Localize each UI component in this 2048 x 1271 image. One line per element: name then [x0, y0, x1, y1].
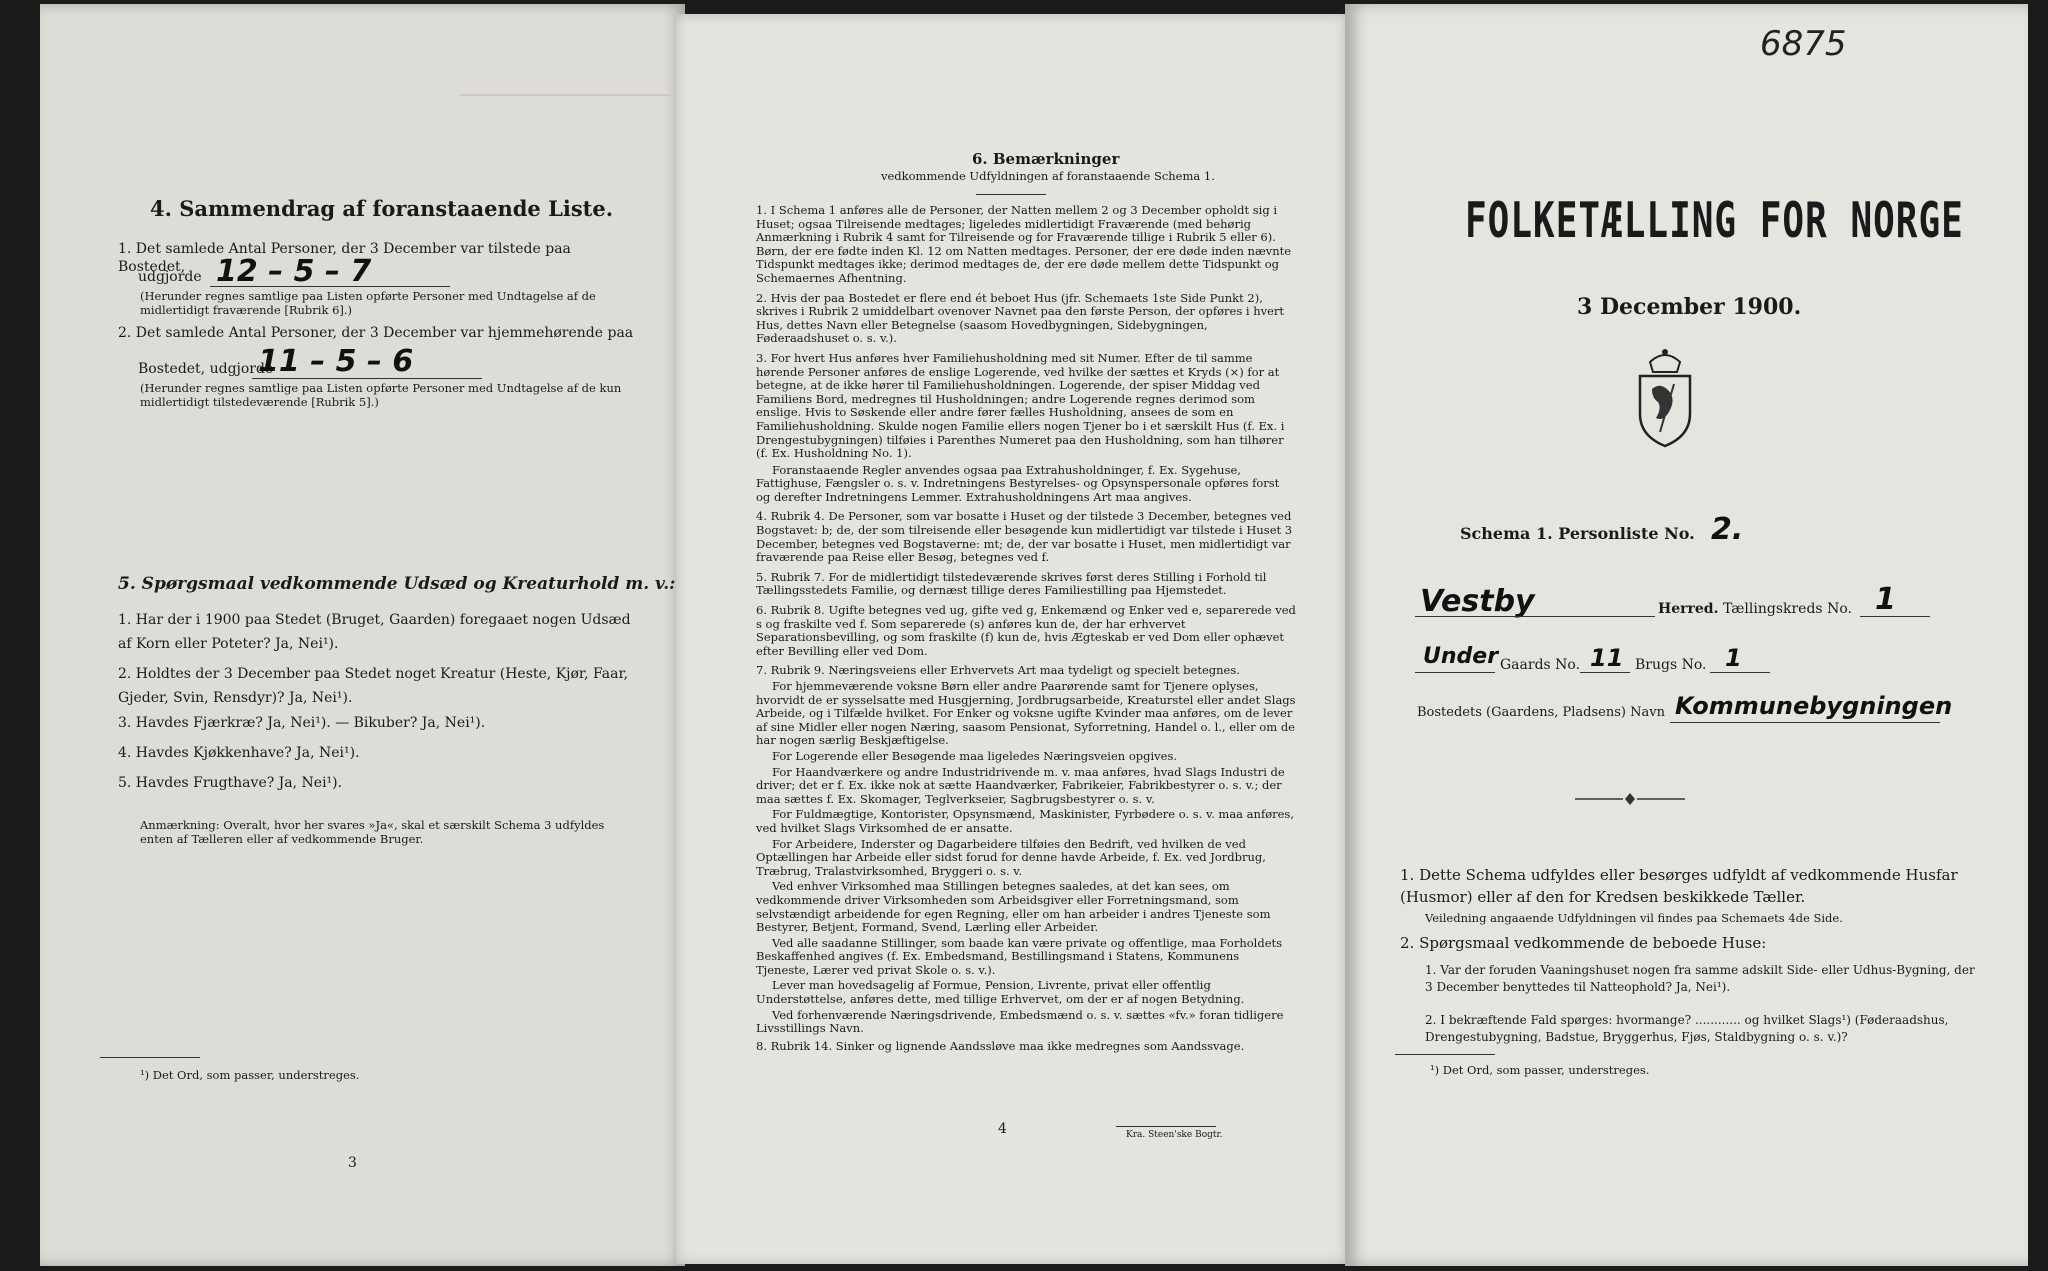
- remark-item: 3. For hvert Hus anføres hver Familiehusholdning med sit Numer. Efter de til samme hørende Personer anføres de enslige Logerende, ved hvilke der sættes et Kryds (×) for at betegne, at de ikke hører til Familiehusholdningen. Logerende, der spiser Middag ved Familiens Bord, medregnes til Husholdningen; andre Logerende regnes derimod som enslige. Hvis to Søskende eller andre fører fælles Husholdning, ansees de som en Familiehusholdning. Skulde nogen Familie ellers nogen Tjener bo i et særskilt Hus (f. Ex. i Drengestubygningen) tilføies i Parenthes Numeret paa den Husholdning, som han tilhører (f. Ex. Husholdning No. 1).: [756, 350, 1285, 461]
- remark-item: 8. Rubrik 14. Sinker og lignende Aandssløve maa ikke medregnes som Aandssvage.: [756, 1038, 1245, 1053]
- q2-handwritten: 11 – 5 – 6: [258, 344, 414, 379]
- instruction-1: 1. Dette Schema udfyldes eller besørges udfyldt af vedkommende Husfar (Husmor) eller af den for Kredsen beskikkede Tæller.: [1400, 866, 1958, 906]
- herred-value: Vestby: [1420, 584, 1535, 619]
- remark: Anmærkning: Overalt, hvor her svares »Ja«, skal et særskilt Schema 3 udfyldes enten af Tælleren eller af vedkommende Bruger.: [140, 818, 605, 846]
- brugs-value: 1: [1725, 644, 1742, 672]
- footnote: ¹) Det Ord, som passer, understreges.: [140, 1068, 360, 1082]
- remark-item: 5. Rubrik 7. For de midlertidigt tilstedeværende skrives først deres Stilling i Forhold til Tællingsstedets Familie, og dernæst tillige deres Familiestilling paa Hjemstedet.: [756, 569, 1267, 598]
- instruction-2-q1: 1. Var der foruden Vaaningshuset nogen fra samme adskilt Side- eller Udhus-Bygning, der 3 December benyttedes til Natteophold? Ja, Nei¹).: [1425, 963, 1975, 994]
- archive-number: 6875: [1760, 24, 1847, 64]
- remarks-subtitle: vedkommende Udfyldningen af foranstaaende Schema 1.: [881, 169, 1215, 183]
- gaards-value: 11: [1590, 644, 1624, 672]
- instruction-2: 2. Spørgsmaal vedkommende de beboede Huse:: [1400, 934, 1767, 952]
- middle-page: [676, 14, 1346, 1264]
- remark-item: For Logerende eller Besøgende maa ligeledes Næringsveien opgives.: [772, 748, 1178, 763]
- kreds-label: Tællingskreds No.: [1723, 601, 1852, 617]
- remarks-list: [756, 204, 1296, 1055]
- bosted-value: Kommunebygningen: [1675, 692, 1953, 720]
- printer-name: Kra. Steen'ske Bogtr.: [1126, 1130, 1223, 1140]
- remark-item: For Haandværkere og andre Industridrivende m. v. maa anføres, hvad Slags Industri de driver; det er f. Ex. ikke nok at sætte Haandværker, Fabrikeier, Fabrikbestyrer o. s. v.; der maa sættes f. Ex. Skomager, Teglverkseier, Sagbrugsbestyrer o. s. v.: [756, 764, 1285, 806]
- left-page: [40, 4, 685, 1266]
- bosted-label: Bostedets (Gaardens, Pladsens) Navn: [1417, 705, 1665, 720]
- q1-text: 1. Det samlede Antal Personer, der 3 December var tilstede paa Bostedet,: [118, 241, 571, 275]
- gaards-label: Gaards No.: [1500, 657, 1581, 673]
- remark-item: Ved forhenværende Næringsdrivende, Embedsmænd o. s. v. sættes «fv.» foran tidligere Livsstillings Navn.: [756, 1007, 1284, 1036]
- remark-item: Ved enhver Virksomhed maa Stillingen betegnes saaledes, at det kan sees, om vedkommende driver Virksomheden som Arbeidsgiver eller Forretningsmand, som selvstændigt arbeidende for egen Regning, eller om han arbeider i andres Tjeneste som Bestyrer, Betjent, Formand, Svend, Lærling eller Arbeider.: [756, 879, 1271, 935]
- right-page: [1345, 4, 2028, 1266]
- remark-item: For Arbeidere, Inderster og Dagarbeidere tilføies den Bedrift, ved hvilken de ved Optællingen har Arbeide eller sidst forud for denne havde Arbeide, f. Ex. ved Jordbrug, Træbrug, Tralastvirksomhed, Bryggeri o. s. v.: [756, 836, 1266, 878]
- remark-item: For hjemmeværende voksne Børn eller andre Paarørende samt for Tjenere oplyses, hvorvidt de er sysselsatte med Husgjerning, Jordbrugsarbeide, Kreaturstel eller andet Slags Arbeide, og i Tilfælde hvilket. For Enker og voksne ugifte Kvinder maa anføres, om de lever af sine Midler eller nogen Næring, saasom Pensionat, Syforretning, Handel o. l., eller om de har nogen særlig Beskjæftigelse.: [756, 679, 1296, 748]
- s5-q3: 3. Havdes Fjærkræ? Ja, Nei¹). — Bikuber? Ja, Nei¹).: [118, 715, 486, 731]
- s5-q2: 2. Holdtes der 3 December paa Stedet noget Kreatur (Heste, Kjør, Faar, Gjeder, Svin, Rensdyr)? Ja, Nei¹).: [118, 666, 629, 706]
- remark-item: 7. Rubrik 9. Næringsveiens eller Erhvervets Art maa tydeligt og specielt betegnes.: [756, 663, 1240, 678]
- q2-note: (Herunder regnes samtlige paa Listen opførte Personer med Undtagelse af de kun midlertidigt tilstedeværende [Rubrik 5].): [140, 381, 622, 409]
- ornament-divider: [1575, 790, 1685, 802]
- bleed-through-line: [460, 94, 685, 96]
- remarks-title: 6. Bemærkninger: [972, 150, 1120, 168]
- remark-item: Foranstaaende Regler anvendes ogsaa paa Extrahusholdninger, f. Ex. Sygehuse, Fattighuse, Fængsler o. s. v. Indretningens Bestyrelses- og Opsynspersonale opføres forst og derefter Indretningens Lemmer. Extrahusholdningens Art maa angives.: [756, 462, 1280, 504]
- kreds-value: 1: [1875, 582, 1896, 617]
- remark-item: 6. Rubrik 8. Ugifte betegnes ved ug, gifte ved g, Enkemænd og Enker ved e, separerede ved s og fraskilte ved f. Som separerede (s) anføres kun de, der har erhvervet Separationsbevilling, og som fraskilte (f) kun de, hvis Ægteskab er ved Dom eller ophævet efter Bevilling eller ved Dom.: [756, 603, 1296, 658]
- s5-q5: 5. Havdes Frugthave? Ja, Nei¹).: [118, 775, 343, 791]
- s5-q4: 4. Havdes Kjøkkenhave? Ja, Nei¹).: [118, 745, 360, 761]
- section4-title: 4. Sammendrag af foranstaaende Liste.: [150, 196, 614, 221]
- main-title: FOLKETÆLLING FOR NORGE: [1465, 194, 1964, 250]
- under-value: Under: [1423, 644, 1499, 669]
- q1-note: (Herunder regnes samtlige paa Listen opførte Personer med Undtagelse af de midlertidigt fraværende [Rubrik 6].): [140, 289, 596, 317]
- section5-title: 5. Spørgsmaal vedkommende Udsæd og Kreaturhold m. v.:: [118, 574, 676, 594]
- q2-text: 2. Det samlede Antal Personer, der 3 December var hjemmehørende paa: [118, 325, 634, 341]
- s5-q1: 1. Har der i 1900 paa Stedet (Bruget, Gaarden) foregaaet nogen Udsæd af Korn eller Poteter? Ja, Nei¹).: [118, 612, 631, 652]
- page-number: 4: [998, 1121, 1007, 1137]
- q1-label: udgjorde: [138, 269, 202, 285]
- page-number: 3: [348, 1155, 357, 1171]
- footnote: ¹) Det Ord, som passer, understreges.: [1430, 1063, 1650, 1077]
- remark-item: Lever man hovedsagelig af Formue, Pension, Livrente, privat eller offentlig Understøttelse, anføres dette, med tillige Erhvervet, om der er af nogen Betydning.: [756, 978, 1245, 1007]
- brugs-label: Brugs No.: [1635, 657, 1707, 673]
- remark-item: 1. I Schema 1 anføres alle de Personer, der Natten mellem 2 og 3 December opholdt sig i Huset; ogsaa Tilreisende medtages; ligeledes midlertidigt Fraværende (med behørig Anmærkning i Rubrik 4 samt for Tilreisende og for Fraværende tillige i Rubrik 5 eller 6). Børn, der ere fødte inden Kl. 12 om Natten medtages. Personer, der ere døde inden nævnte Tidspunkt medtages ikke; derimod medtages de, der ere døde mellem dette Tidspunkt og Schemaernes Afhentning.: [756, 203, 1292, 285]
- herred-label: Herred.: [1658, 601, 1719, 617]
- remark-item: Ved alle saadanne Stillinger, som baade kan være private og offentlige, maa Forholdets Beskaffenhed angives (f. Ex. Embedsmand, Bestillingsmand i Statens, Kommunens Tjeneste, Lærer ved privat Skole o. s. v.).: [756, 935, 1283, 977]
- remark-item: 4. Rubrik 4. De Personer, som var bosatte i Huset og der tilstede 3 December, betegnes ved Bogstavet: b; de, der som tilreisende eller besøgende kun midlertidigt var tilstede i Huset 3 December, betegnes ved Bogstaverne: mt; de, der var bosatte i Huset, men midlertidigt var fraværende paa Reise eller Besøg, betegnes ved f.: [756, 509, 1293, 565]
- census-date: 3 December 1900.: [1577, 294, 1802, 320]
- remark-item: For Fuldmægtige, Kontorister, Opsynsmænd, Maskinister, Fyrbødere o. s. v. maa anføres, ved hvilket Slags Virksomhed de er ansatte.: [756, 807, 1294, 835]
- instruction-2-q2: 2. I bekræftende Fald spørges: hvormange? ............ og hvilket Slags¹) (Føderaadshus, Drengestubygning, Badstue, Bryggerhus, Fjøs, Staldbygning o. s. v.)?: [1425, 1013, 1949, 1044]
- remark-item: 2. Hvis der paa Bostedet er flere end ét beboet Hus (jfr. Schemaets 1ste Side Punkt 2), skrives i Rubrik 2 umiddelbart ovenover Navnet paa den første Person, der opføres i hvert Hus, dettes Navn eller Betegnelse (saasom Hovedbygningen, Sidebygningen, Føderaadshuset o. s. v.).: [756, 290, 1285, 346]
- instruction-1-note: Veiledning angaaende Udfyldningen vil findes paa Schemaets 4de Side.: [1425, 911, 1843, 925]
- coat-of-arms-icon: [1630, 344, 1700, 449]
- q1-handwritten: 12 – 5 – 7: [216, 254, 372, 289]
- schema-label: Schema 1. Personliste No.: [1460, 524, 1695, 543]
- schema-number: 2.: [1711, 512, 1744, 547]
- q2-label: Bostedet, udgjorde: [138, 361, 274, 377]
